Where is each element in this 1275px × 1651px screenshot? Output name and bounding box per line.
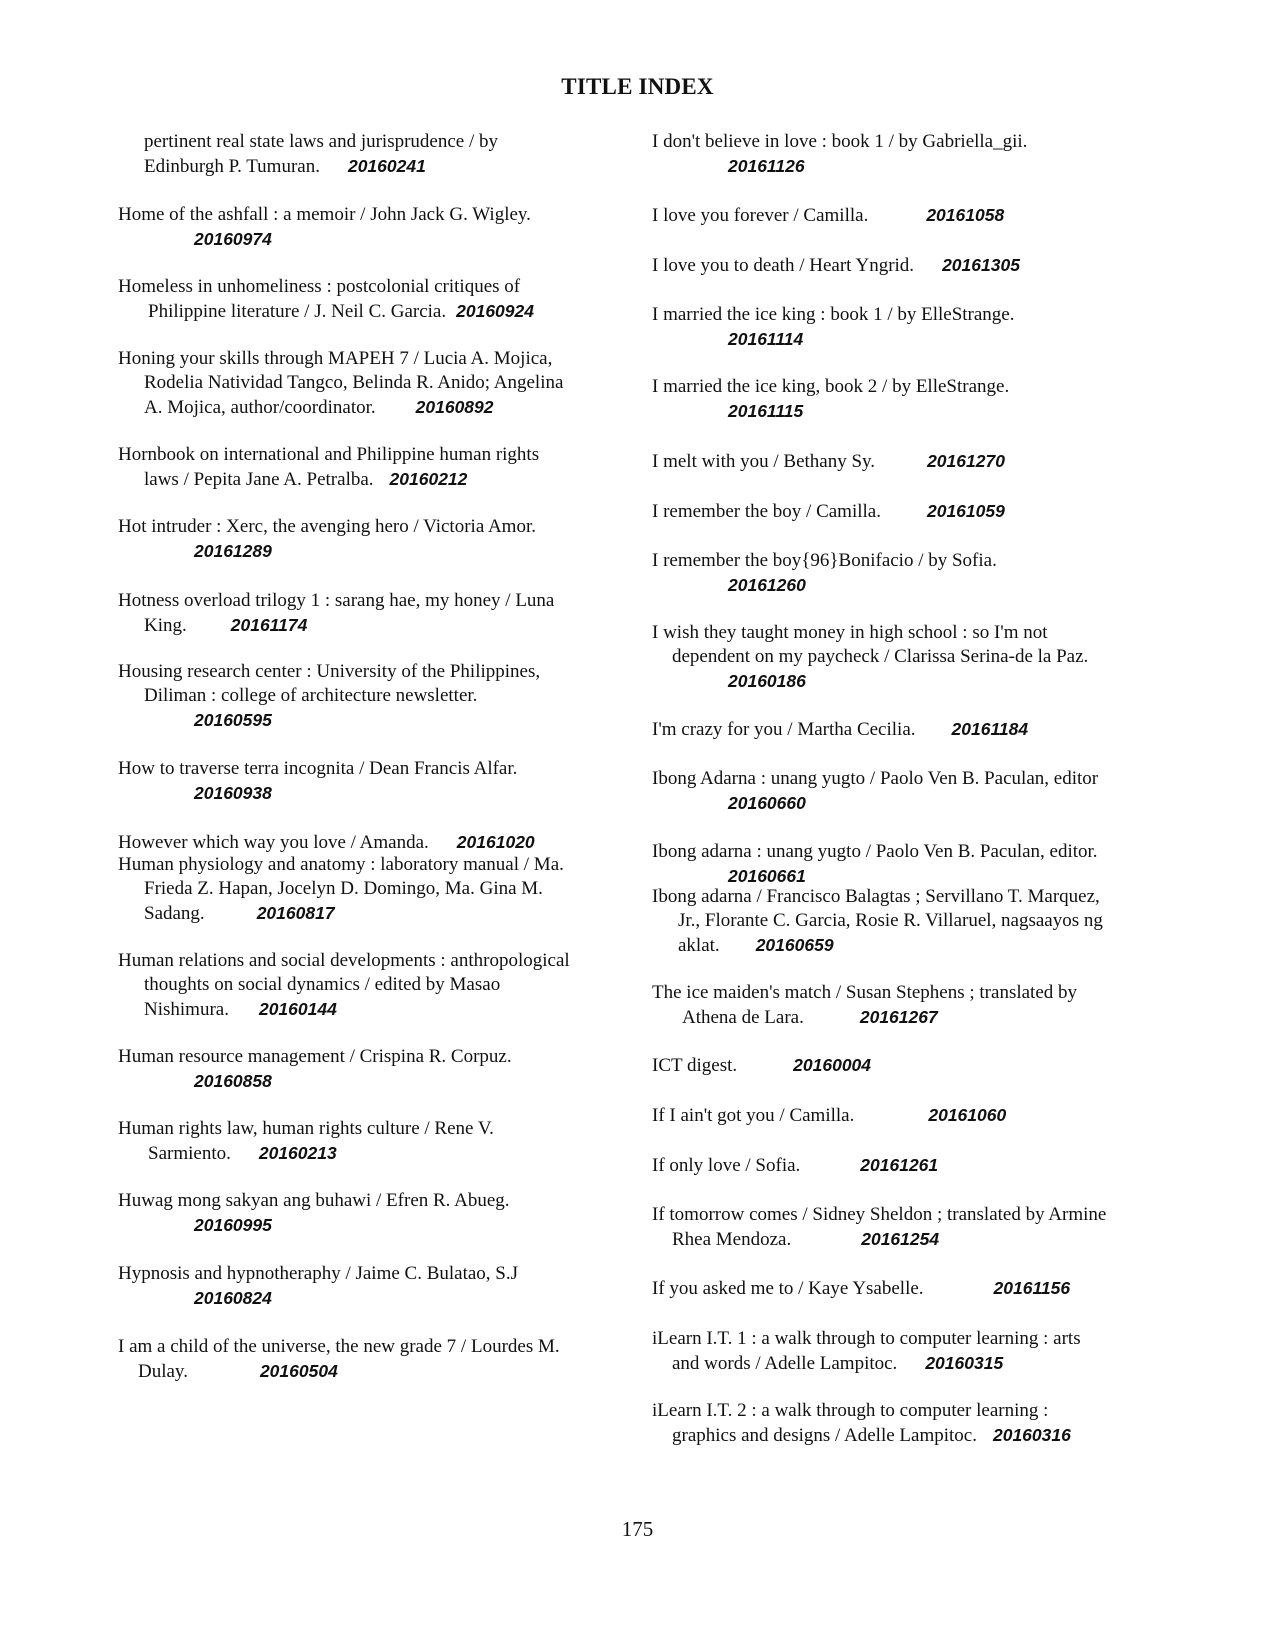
entry-line: Sadang. [144, 903, 205, 924]
entry-line: aklat. [678, 935, 720, 956]
entry-line: Honing your skills through MAPEH 7 / Lucia A. Mojica, [118, 348, 553, 369]
entry-line: graphics and designs / Adelle Lampitoc. [672, 1425, 977, 1446]
accession-number: 20161114 [728, 329, 804, 349]
entry-line: Human physiology and anatomy : laboratory manual / Ma. [118, 854, 564, 875]
entry-line: Huwag mong sakyan ang buhawi / Efren R. Abueg. [118, 1190, 510, 1211]
index-entry [118, 515, 618, 563]
index-entry [652, 1327, 1172, 1376]
entry-line: Human relations and social developments : anthropological [118, 950, 570, 971]
entry-line: Rhea Mendoza. [672, 1229, 792, 1250]
accession-number: 20160004 [793, 1055, 872, 1075]
index-entry [118, 1189, 618, 1237]
page-number: 175 [621, 1517, 654, 1541]
entry-line: Ibong adarna : unang yugto / Paolo Ven B. Paculan, editor. [652, 841, 1098, 862]
index-entry [652, 549, 1172, 597]
entry-line: thoughts on social dynamics / edited by Masao [144, 974, 501, 995]
index-entry [118, 443, 618, 492]
accession-number: 20160995 [194, 1215, 272, 1235]
accession-number: 20161267 [859, 1007, 938, 1027]
accession-number: 20161126 [728, 156, 805, 176]
entry-line: I love you forever / Camilla. [652, 205, 869, 226]
entry-line: Ibong adarna / Francisco Balagtas ; Servillano T. Marquez, [652, 886, 1100, 907]
index-entry [118, 949, 618, 1022]
accession-number: 20161060 [928, 1105, 1007, 1125]
index-entry [652, 1399, 1172, 1448]
accession-number: 20160824 [194, 1288, 272, 1308]
index-entry [118, 347, 618, 420]
accession-number: 20160817 [256, 903, 335, 923]
accession-number: 20161020 [456, 832, 535, 852]
index-entry [652, 840, 1172, 888]
accession-number: 20160659 [755, 935, 834, 955]
accession-number: 20161261 [860, 1155, 939, 1175]
accession-number: 20160213 [258, 1143, 337, 1163]
index-entry [652, 1103, 1172, 1128]
entry-line: The ice maiden's match / Susan Stephens ; translated by [652, 982, 1078, 1003]
entry-line: However which way you love / Amanda. [118, 832, 429, 853]
accession-number: 20160595 [194, 710, 272, 730]
accession-number: 20160924 [456, 301, 534, 321]
accession-number: 20160858 [194, 1071, 272, 1091]
entry-line: A. Mojica, author/coordinator. [144, 397, 376, 418]
entry-line: laws / Pepita Jane A. Petralba. [144, 469, 374, 490]
accession-number: 20160660 [728, 793, 806, 813]
entry-line: How to traverse terra incognita / Dean Francis Alfar. [118, 758, 518, 779]
index-entry [118, 660, 618, 732]
entry-line: pertinent real state laws and jurisprudence / by [144, 131, 499, 152]
accession-number: 20161058 [926, 205, 1005, 225]
entry-line: I remember the boy{96}Bonifacio / by Sofia. [652, 550, 997, 571]
index-entry [118, 853, 618, 926]
accession-number: 20161254 [861, 1229, 940, 1249]
entry-line: If I ain't got you / Camilla. [652, 1105, 855, 1126]
entry-line: dependent on my paycheck / Clarissa Serina-de la Paz. [672, 646, 1089, 667]
index-entry [118, 589, 618, 638]
entry-line: Diliman : college of architecture newsletter. [144, 685, 478, 706]
accession-number: 20161115 [728, 401, 804, 421]
index-entry [652, 1276, 1172, 1301]
index-entry [118, 275, 618, 324]
accession-number: 20161059 [926, 501, 1005, 521]
index-entry [652, 253, 1172, 278]
accession-number: 20160144 [258, 999, 337, 1019]
entry-line: I am a child of the universe, the new grade 7 / Lourdes M. [118, 1336, 560, 1357]
accession-number: 20161305 [942, 255, 1020, 275]
index-entry [652, 717, 1172, 742]
index-entry [652, 303, 1172, 351]
accession-number: 20161289 [194, 541, 272, 561]
index-entry [118, 203, 618, 251]
entry-line: Dulay. [138, 1361, 188, 1382]
page-title: TITLE INDEX [561, 74, 714, 99]
right-column [652, 0, 1172, 1651]
entry-line: Edinburgh P. Tumuran. [144, 156, 320, 177]
entry-line: Ibong Adarna : unang yugto / Paolo Ven B. Paculan, editor [652, 768, 1099, 789]
entry-line: If you asked me to / Kaye Ysabelle. [652, 1278, 924, 1299]
entry-line: If tomorrow comes / Sidney Sheldon ; translated by Armine [652, 1204, 1107, 1225]
index-entry [652, 767, 1172, 815]
accession-number: 20161270 [927, 451, 1005, 471]
accession-number: 20160661 [728, 866, 806, 886]
accession-number: 20160315 [925, 1353, 1004, 1373]
index-entry [652, 203, 1172, 228]
entry-line: Athena de Lara. [682, 1007, 804, 1028]
entry-line: Rodelia Natividad Tangco, Belinda R. Anido; Angelina [144, 372, 564, 393]
accession-number: 20161174 [230, 615, 308, 635]
entry-line: I wish they taught money in high school : so I'm not [652, 622, 1048, 643]
index-entry [118, 130, 618, 179]
accession-number: 20160892 [415, 397, 494, 417]
entry-line: iLearn I.T. 2 : a walk through to computer learning : [652, 1400, 1049, 1421]
entry-line: I don't believe in love : book 1 / by Gabriella_gii. [652, 131, 1028, 152]
entry-line: King. [144, 615, 187, 636]
index-entry [652, 130, 1172, 178]
entry-line: Philippine literature / J. Neil C. Garcia. [148, 301, 447, 322]
index-entry [652, 1203, 1172, 1252]
entry-line: iLearn I.T. 1 : a walk through to computer learning : arts [652, 1328, 1081, 1349]
accession-number: 20160974 [194, 229, 272, 249]
entry-line: Hot intruder : Xerc, the avenging hero / Victoria Amor. [118, 516, 536, 537]
index-entry [652, 1053, 1172, 1078]
index-entry [118, 757, 618, 805]
entry-line: Homeless in unhomeliness : postcolonial critiques of [118, 276, 521, 297]
entry-line: Jr., Florante C. Garcia, Rosie R. Villaruel, nagsaayos ng [678, 910, 1103, 931]
entry-line: Human rights law, human rights culture / Rene V. [118, 1118, 494, 1139]
index-entry [652, 449, 1172, 474]
index-entry [118, 1262, 618, 1310]
index-entry [652, 499, 1172, 524]
entry-line: Home of the ashfall : a memoir / John Jack G. Wigley. [118, 204, 531, 225]
entry-line: I melt with you / Bethany Sy. [652, 451, 876, 472]
entry-line: I married the ice king : book 1 / by ElleStrange. [652, 304, 1015, 325]
accession-number: 20160241 [347, 156, 426, 176]
entry-line: Sarmiento. [148, 1143, 231, 1164]
entry-line: Hotness overload trilogy 1 : sarang hae, my honey / Luna [118, 590, 555, 611]
entry-line: Frieda Z. Hapan, Jocelyn D. Domingo, Ma. Gina M. [144, 878, 543, 899]
entry-line: Housing research center : University of the Philippines, [118, 661, 541, 682]
accession-number: 20160504 [259, 1361, 338, 1381]
index-entry [652, 375, 1172, 423]
entry-line: I remember the boy / Camilla. [652, 501, 881, 522]
entry-line: Hornbook on international and Philippine human rights [118, 444, 540, 465]
index-entry [652, 1153, 1172, 1178]
accession-number: 20160212 [389, 469, 468, 489]
entry-line: and words / Adelle Lampitoc. [672, 1353, 898, 1374]
accession-number: 20160186 [728, 671, 806, 691]
accession-number: 20161184 [951, 719, 1029, 739]
entry-line: Human resource management / Crispina R. Corpuz. [118, 1046, 512, 1067]
index-entry [118, 1117, 618, 1166]
entry-line: Hypnosis and hypnotheraphy / Jaime C. Bulatao, S.J [118, 1263, 519, 1284]
entry-line: I love you to death / Heart Yngrid. [652, 255, 915, 276]
entry-line: If only love / Sofia. [652, 1155, 801, 1176]
entry-line: ICT digest. [652, 1055, 738, 1076]
index-entry [118, 830, 618, 855]
accession-number: 20161260 [728, 575, 806, 595]
index-entry [652, 621, 1172, 693]
index-entry [652, 885, 1172, 958]
index-entry [652, 981, 1172, 1030]
accession-number: 20161156 [993, 1278, 1071, 1298]
index-entry [118, 1045, 618, 1093]
entry-line: I'm crazy for you / Martha Cecilia. [652, 719, 916, 740]
entry-line: I married the ice king, book 2 / by ElleStrange. [652, 376, 1010, 397]
accession-number: 20160938 [194, 783, 272, 803]
entry-line: Nishimura. [144, 999, 229, 1020]
accession-number: 20160316 [992, 1425, 1071, 1445]
index-entry [118, 1335, 618, 1384]
left-column [118, 0, 618, 1651]
